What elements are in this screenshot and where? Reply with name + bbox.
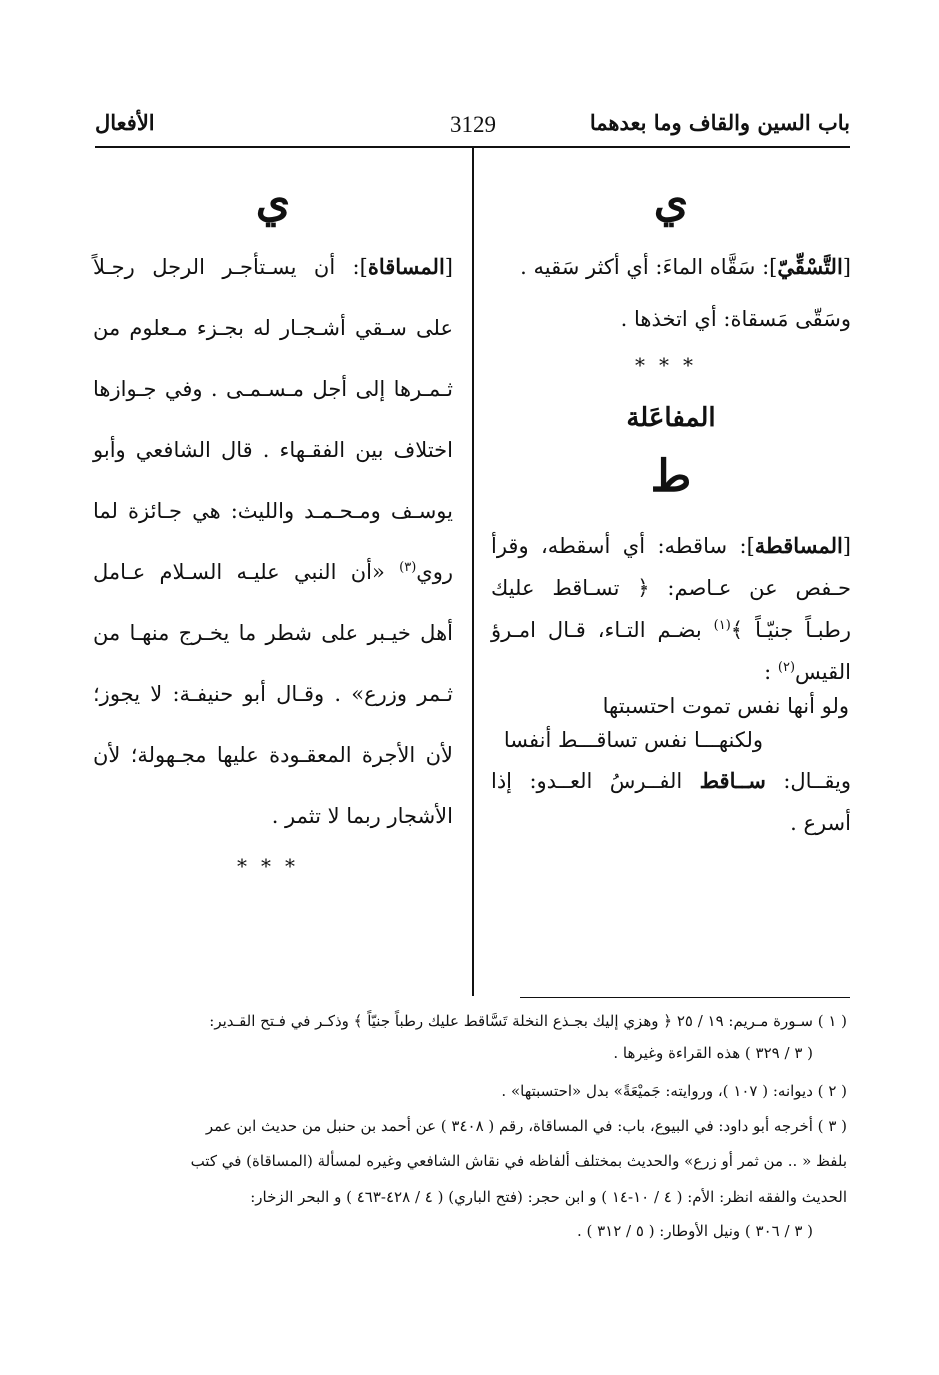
- entry-musaqat-line: [المساقاة]: أن يسـتأجـر الرجل رجـلاً: [93, 254, 453, 279]
- section-heading: المفاعَلة: [626, 403, 716, 433]
- text: «أن النبي عليـه السـلام عـامل: [93, 560, 400, 584]
- entry-musaqat-line: [93, 560, 453, 584]
- letter-heading: ي: [255, 176, 291, 227]
- footnote-ref: (٢): [777, 660, 796, 675]
- footnote-3-cont: بلفظ « .. من ثمر أو زرع» والحديث بمختلف ألفاظه في نقاش الشافعي وغيره لمسألة (المساقاة) في كتب: [190, 1152, 847, 1170]
- text: الفــرسُ العــدو: إذا: [491, 769, 700, 793]
- right-column: [491, 176, 851, 835]
- separator-stars: ***: [237, 854, 309, 878]
- verse-line: ولو أنها نفس تموت احتسبتها: [602, 694, 849, 718]
- entry-musaqat-line: ثـمـرها إلى أجل مـسـمـى . وفي جـوازها: [93, 377, 453, 401]
- entry-musaqat-line: اختلاف بين الفقـهاء . قال الشافعي وأبو: [93, 438, 453, 462]
- separator-stars: ***: [635, 353, 707, 377]
- footnote-rule: [520, 997, 850, 998]
- entry-musaqat-line: أهل خيـبر على شطر ما يخـرج منهـا من: [93, 621, 453, 645]
- running-header: [95, 110, 850, 142]
- headword: المساقطة: [754, 533, 843, 558]
- entry-musaqat-line: لأن الأجرة المعقـودة عليها مجـهولة؛ لأن: [93, 743, 453, 767]
- footnote-2: ( ٢ ) ديوانه: ( ١٠٧ )، وروايته: جَميْعَةً» بدل «احتسبتها» .: [501, 1082, 847, 1100]
- entry-musaqat-line: يوسـف ومـحـمـد والليث: هي جـائزة لما: [93, 499, 453, 523]
- verse-line: ولكنهـــا نفس تساقـــط أنفسا: [503, 728, 763, 752]
- definition: : ساقطه: أي أسقطه، وقرأ: [491, 534, 747, 558]
- entry-musaqata-line: حـفص عن عـاصم: ﴿ تسـاقط عليك: [491, 576, 851, 600]
- headword: المساقاة: [367, 254, 445, 279]
- definition: : أن يسـتأجـر الرجل رجـلاً: [93, 255, 360, 279]
- entry-musaqat-line: الأشجار ربما لا تثمر .: [271, 804, 453, 828]
- headword: ســاقط: [699, 768, 766, 793]
- footnote-1: ( ١ ) سـورة مـريم: ١٩ / ٢٥ ﴿ وهزي إليك بجـذع النخلة تَسَّاقط عليك رطباً جنيّاً ﴾ وذكـر في فـتح القـدير:: [209, 1012, 847, 1030]
- footnote-3-cont: ( ٣ / ٣٠٦ ) ونيل الأوطار: ( ٥ / ٣١٢ ) .: [576, 1222, 813, 1240]
- entry-saqata-line: [491, 768, 851, 793]
- letter-heading: ي: [653, 176, 689, 227]
- footnote-3-cont: الحديث والفقه انظر: الأم: ( ٤ / ١٠-١٤ ) و ابن حجر: (فتح الباري) ( ٤ / ٤٢٨-٤٦٣ ) و البحر الزخار:: [250, 1188, 847, 1206]
- footnote-ref: (١): [713, 618, 731, 633]
- entry-saqata-line: أسرع .: [790, 811, 851, 835]
- footnote-1-cont: ( ٣ / ٣٢٩ ) هذه القراءة وغيرها .: [613, 1044, 813, 1062]
- chapter-title: باب السين والقاف وما بعدهما: [589, 110, 850, 135]
- definition: : سَقَّاه الماءَ: أي أكثر سَقيه .: [520, 255, 770, 279]
- entry-tasaqqi: [التَّسْقِّيّ]: سَقَّاه الماءَ: أي أكثر سَقيه .: [520, 254, 851, 279]
- left-column: [93, 176, 453, 878]
- page-number: 3129: [450, 112, 496, 137]
- quran-text: رطبـاً جنيّـاً ﴾: [730, 618, 851, 642]
- text: بضـم التـاء، قـال امـرؤ: [491, 618, 714, 642]
- entry-musaqat-line: ثـمر وزرع» . وقـال أبو حنيفـة: لا يجوز؛: [93, 682, 453, 706]
- headword: التَّسْقِّيّ: [777, 254, 843, 279]
- section-title-header: الأفعال: [95, 110, 155, 135]
- footnote-3: ( ٣ ) أخرجه أبو داود: في البيوع، باب: في المساقاة، رقم ( ٣٤٠٨ ) عن أحمد بن حنبل من حديث ابن عمر: [205, 1117, 847, 1135]
- text: القيس: [795, 660, 851, 684]
- entry-tasaqqi-line2: وسَقّى مَسقاة: أي اتخذها .: [620, 307, 851, 331]
- entry-musaqata-line: [491, 618, 851, 642]
- letter-heading: ط: [650, 451, 692, 502]
- entry-musaqata-line: [المساقطة]: ساقطه: أي أسقطه، وقرأ: [491, 533, 851, 558]
- footnote-ref: (٣): [399, 560, 417, 575]
- text: ويقــال:: [765, 769, 851, 793]
- entry-musaqat-line: على سـقي أشـجـار له بجـزء مـعلوم من: [93, 316, 453, 340]
- text: :: [764, 660, 778, 684]
- column-divider: [472, 148, 474, 996]
- entry-musaqata-line: [491, 660, 851, 684]
- text: روي: [416, 560, 453, 584]
